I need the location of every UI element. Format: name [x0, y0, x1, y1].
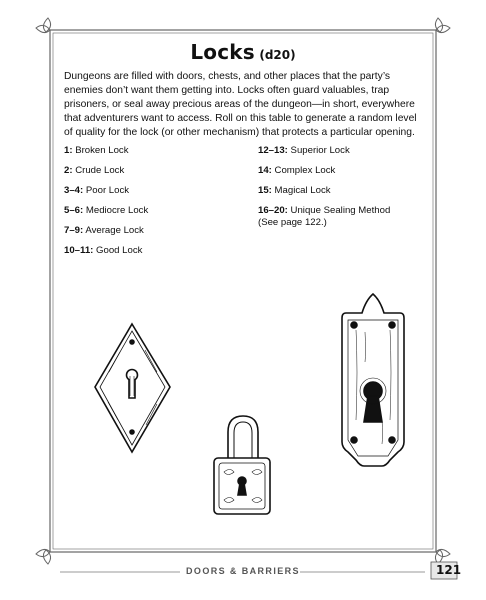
roll-result: Crude Lock	[75, 165, 125, 176]
roll-result: Poor Lock	[85, 185, 130, 196]
ornate-escutcheon-plate-icon	[342, 294, 404, 466]
roll-range: 7–9:	[64, 225, 84, 236]
roll-range: 10–11:	[64, 245, 94, 256]
roll-range: 1:	[64, 145, 73, 156]
title-main: Locks	[190, 40, 255, 64]
roll-result: Superior Lock	[290, 145, 350, 156]
roll-range: 2:	[64, 165, 73, 176]
title-die: (d20)	[259, 48, 296, 62]
roll-result: Unique Sealing Method	[290, 205, 391, 216]
roll-range: 15:	[258, 185, 272, 196]
roll-result: Average Lock	[85, 225, 144, 236]
roll-result: Broken Lock	[75, 145, 129, 156]
diamond-keyhole-plate-icon	[95, 324, 170, 452]
roll-result: Good Lock	[96, 245, 143, 256]
roll-range: 14:	[258, 165, 272, 176]
roll-range: 3–4:	[64, 185, 84, 196]
roll-range: 12–13:	[258, 145, 288, 156]
roll-result: Magical Lock	[274, 185, 331, 196]
roll-note: (See page 122.)	[258, 217, 327, 228]
roll-result: Complex Lock	[274, 165, 336, 176]
intro-paragraph: Dungeons are filled with doors, chests, and other places that the party’s enemies don’t want them getting into. Locks often guard valuables, trap prisoners, or seal away precious areas of the dungeon—in short, everywhere that adventurers want to access. Roll on this table to generate a random level of quality for the lock (or other mechanism) that protects a particular opening.	[64, 71, 417, 138]
roll-range: 16–20:	[258, 205, 288, 216]
section-footer: DOORS & BARRIERS	[186, 566, 300, 576]
roll-result: Mediocre Lock	[85, 205, 149, 216]
padlock-icon	[214, 416, 270, 514]
page-number: 121	[436, 563, 462, 577]
roll-range: 5–6:	[64, 205, 84, 216]
